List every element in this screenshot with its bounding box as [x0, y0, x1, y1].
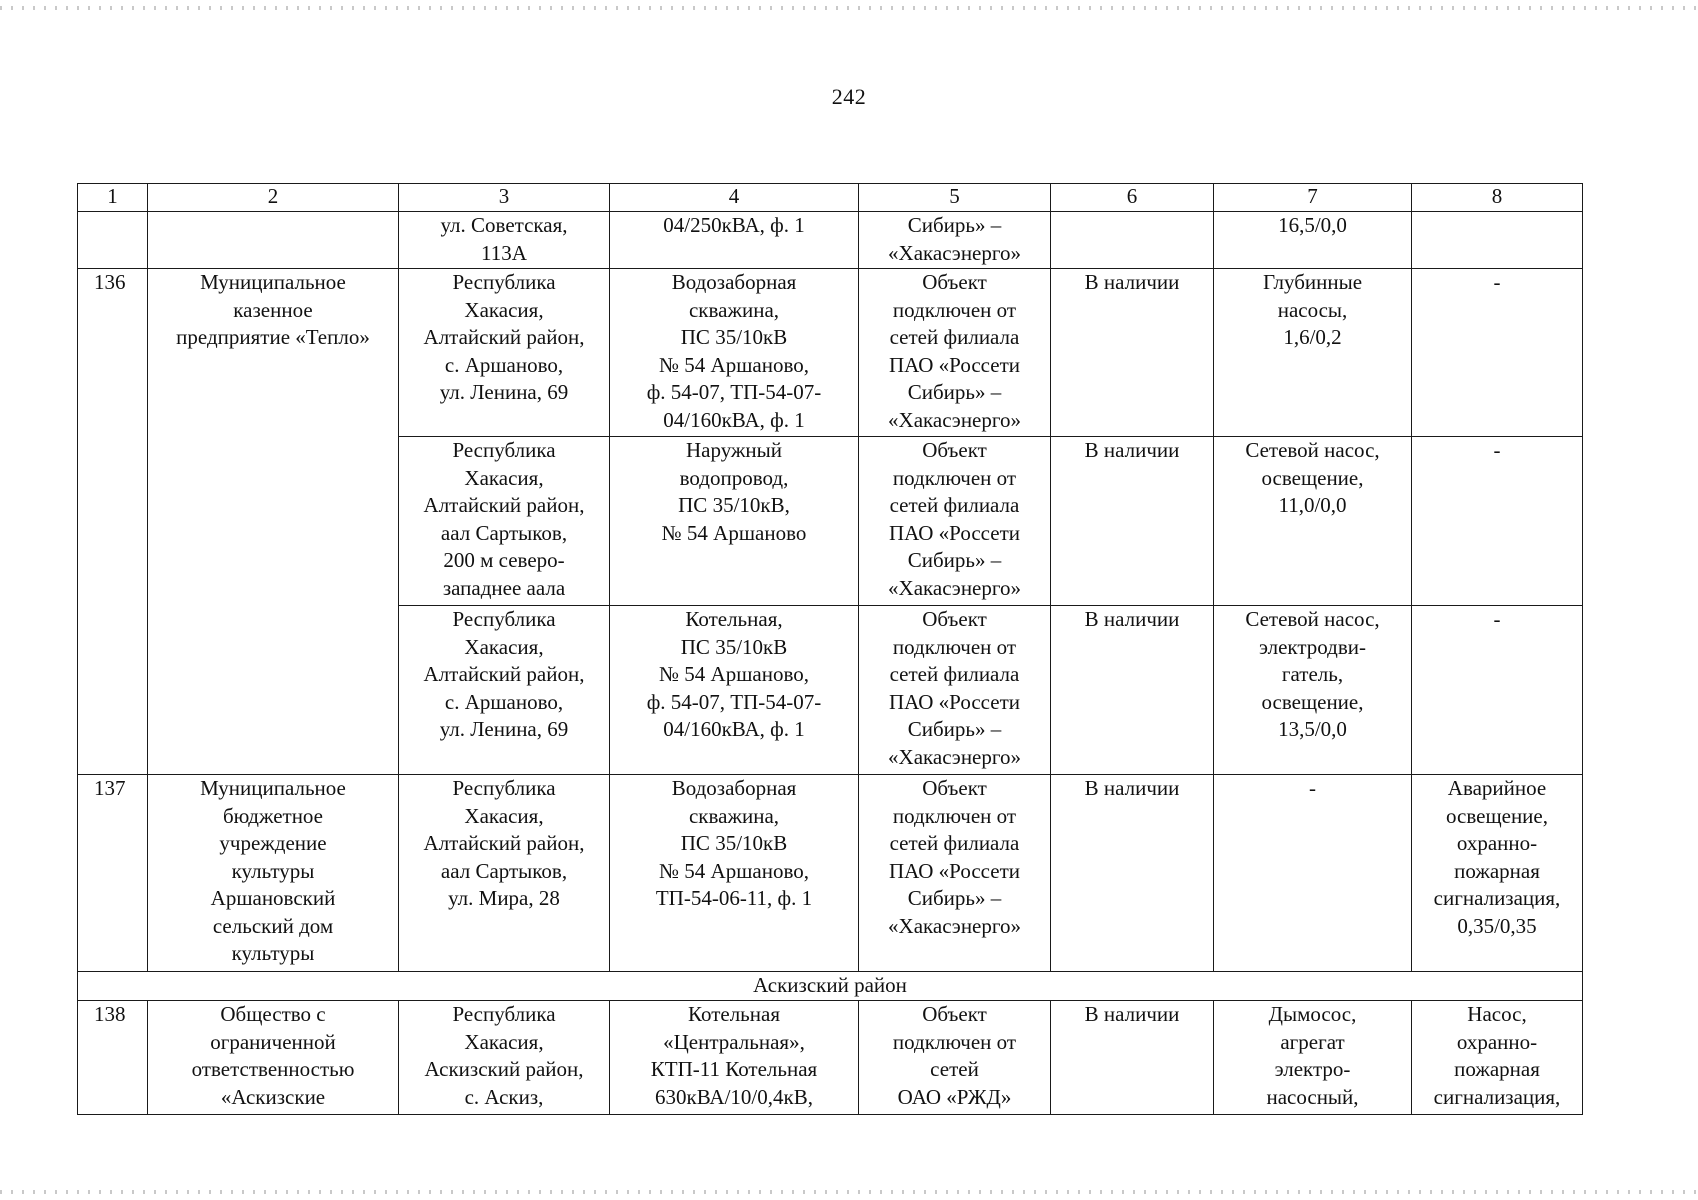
object-cell: Водозаборная скважина, ПС 35/10кВ № 54 Аршаново, ТП-54-06-11, ф. 1: [610, 775, 859, 972]
equipment-cell: Сетевой насос, электродви- гатель, освещение, 13,5/0,0: [1214, 606, 1412, 775]
connection-cell: Объект подключен от сетей ОАО «РЖД»: [859, 1001, 1051, 1115]
object-cell: Котельная, ПС 35/10кВ № 54 Аршаново, ф. 54-07, ТП-54-07- 04/160кВА, ф. 1: [610, 606, 859, 775]
connection-cell: Объект подключен от сетей филиала ПАО «Россети Сибирь» – «Хакасэнерго»: [859, 606, 1051, 775]
availability-cell: В наличии: [1051, 269, 1214, 437]
header-cell: 3: [399, 184, 610, 212]
address-cell: Республика Хакасия, Аскизский район, с. Аскиз,: [399, 1001, 610, 1115]
table-cell: [1051, 212, 1214, 269]
table-cell: 16,5/0,0: [1214, 212, 1412, 269]
header-cell: 6: [1051, 184, 1214, 212]
row-number: 137: [78, 775, 148, 972]
connection-cell: Объект подключен от сетей филиала ПАО «Россети Сибирь» – «Хакасэнерго»: [859, 775, 1051, 972]
organization-cell: Общество с ограниченной ответственностью «Аскизские: [148, 1001, 399, 1115]
address-cell: Республика Хакасия, Алтайский район, аал Сартыков, 200 м северо- западнее аала: [399, 437, 610, 606]
table-cell: 04/250кВА, ф. 1: [610, 212, 859, 269]
header-cell: 4: [610, 184, 859, 212]
table-cell: ул. Советская, 113А: [399, 212, 610, 269]
header-cell: 7: [1214, 184, 1412, 212]
availability-cell: В наличии: [1051, 1001, 1214, 1115]
row-number: 138: [78, 1001, 148, 1115]
continuation-row: [78, 212, 1583, 269]
connection-cell: Объект подключен от сетей филиала ПАО «Россети Сибирь» – «Хакасэнерго»: [859, 437, 1051, 606]
data-table: [77, 183, 1583, 1115]
availability-cell: В наличии: [1051, 775, 1214, 972]
scan-edge-top: [0, 6, 1698, 10]
reserve-cell: -: [1412, 606, 1583, 775]
reserve-cell: -: [1412, 437, 1583, 606]
address-cell: Республика Хакасия, Алтайский район, аал Сартыков, ул. Мира, 28: [399, 775, 610, 972]
availability-cell: В наличии: [1051, 437, 1214, 606]
row-number: 136: [78, 269, 148, 775]
table-cell: [1412, 212, 1583, 269]
reserve-cell: Насос, охранно- пожарная сигнализация,: [1412, 1001, 1583, 1115]
header-cell: 1: [78, 184, 148, 212]
availability-cell: В наличии: [1051, 606, 1214, 775]
region-row: [78, 972, 1583, 1001]
header-row: [78, 184, 1583, 212]
table-row-136: [78, 269, 1583, 437]
table-cell: Сибирь» – «Хакасэнерго»: [859, 212, 1051, 269]
table-cell: [78, 212, 148, 269]
object-cell: Наружный водопровод, ПС 35/10кВ, № 54 Аршаново: [610, 437, 859, 606]
address-cell: Республика Хакасия, Алтайский район, с. Аршаново, ул. Ленина, 69: [399, 269, 610, 437]
header-cell: 5: [859, 184, 1051, 212]
object-cell: Водозаборная скважина, ПС 35/10кВ № 54 Аршаново, ф. 54-07, ТП-54-07- 04/160кВА, ф. 1: [610, 269, 859, 437]
object-cell: Котельная «Центральная», КТП-11 Котельная 630кВА/10/0,4кВ,: [610, 1001, 859, 1115]
table-row-138: [78, 1001, 1583, 1115]
table-cell: [148, 212, 399, 269]
organization-cell: Муниципальное казенное предприятие «Тепло»: [148, 269, 399, 775]
page-number: 242: [831, 84, 867, 109]
region-title: Аскизский район: [78, 972, 1583, 1001]
scan-edge-bottom: [0, 1190, 1698, 1194]
organization-cell: Муниципальное бюджетное учреждение культуры Аршановский сельский дом культуры: [148, 775, 399, 972]
address-cell: Республика Хакасия, Алтайский район, с. Аршаново, ул. Ленина, 69: [399, 606, 610, 775]
equipment-cell: -: [1214, 775, 1412, 972]
header-cell: 8: [1412, 184, 1583, 212]
header-cell: 2: [148, 184, 399, 212]
equipment-cell: Сетевой насос, освещение, 11,0/0,0: [1214, 437, 1412, 606]
table-row-137: [78, 775, 1583, 972]
equipment-cell: Дымосос, агрегат электро- насосный,: [1214, 1001, 1412, 1115]
reserve-cell: -: [1412, 269, 1583, 437]
reserve-cell: Аварийное освещение, охранно- пожарная сигнализация, 0,35/0,35: [1412, 775, 1583, 972]
equipment-cell: Глубинные насосы, 1,6/0,2: [1214, 269, 1412, 437]
connection-cell: Объект подключен от сетей филиала ПАО «Россети Сибирь» – «Хакасэнерго»: [859, 269, 1051, 437]
